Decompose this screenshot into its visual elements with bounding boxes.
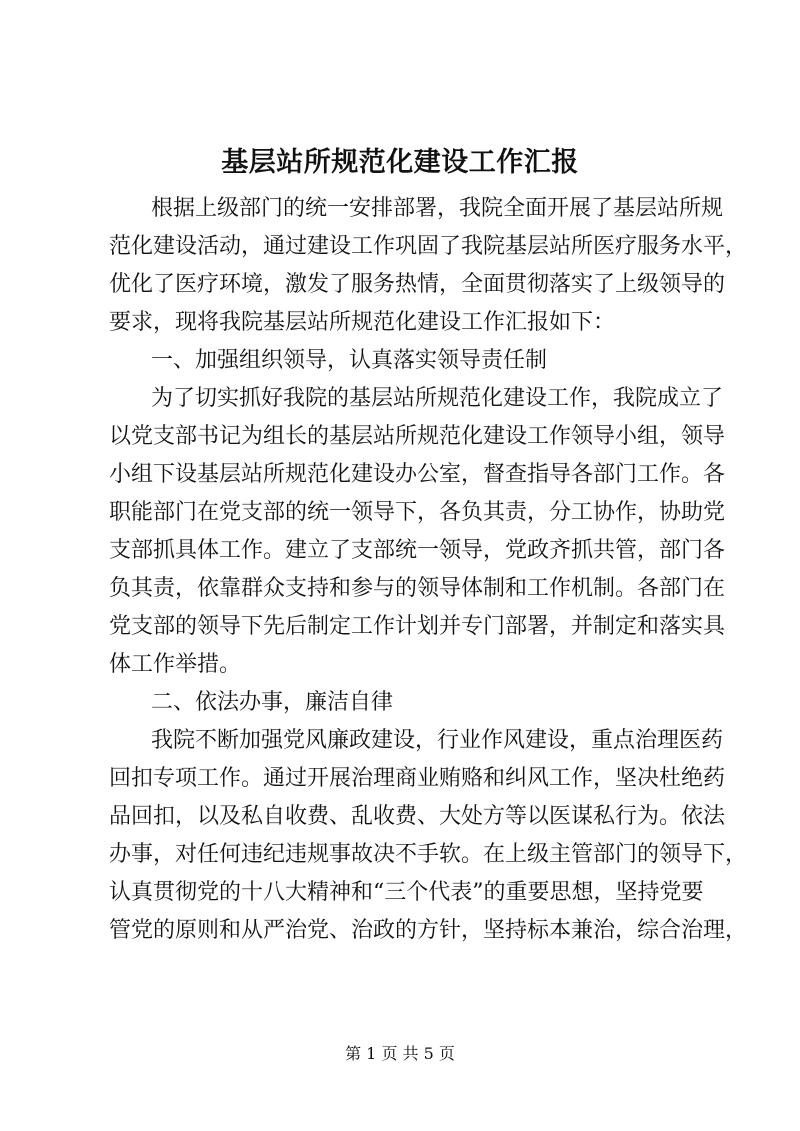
- paragraph-line: 管党的原则和从严治党、治政的方针，坚持标本兼治，综合治理，: [109, 918, 748, 943]
- document-title: 基层站所规范化建设工作汇报: [221, 147, 579, 178]
- paragraph-line: 品回扣，以及私自收费、乱收费、大处方等以医谋私行为。依法: [109, 804, 726, 829]
- paragraph-line: 党支部的领导下先后制定工作计划并专门部署，并制定和落实具: [109, 614, 726, 639]
- page-number-footer: 第 1 页 共 5 页: [345, 1044, 455, 1063]
- paragraph-line: 办事，对任何违纪违规事故决不手软。在上级主管部门的领导下，: [109, 842, 748, 867]
- paragraph-line: 小组下设基层站所规范化建设办公室，督查指导各部门工作。各: [109, 462, 726, 487]
- paragraph-line: 为了切实抓好我院的基层站所规范化建设工作，我院成立了: [151, 386, 724, 411]
- paragraph-line: 以党支部书记为组长的基层站所规范化建设工作领导小组，领导: [109, 424, 726, 449]
- paragraph-line: 支部抓具体工作。建立了支部统一领导，党政齐抓共管，部门各: [109, 538, 726, 563]
- paragraph-line: 要求，现将我院基层站所规范化建设工作汇报如下：: [109, 310, 616, 335]
- section-heading: 一、加强组织领导，认真落实领导责任制: [151, 348, 548, 373]
- paragraph-line: 认真贯彻党的十八大精神和“三个代表”的重要思想，坚持党要: [109, 880, 704, 905]
- paragraph-line: 我院不断加强党风廉政建设，行业作风建设，重点治理医药: [151, 728, 724, 753]
- paragraph-line: 回扣专项工作。通过开展治理商业贿赂和纠风工作，坚决杜绝药: [109, 766, 726, 791]
- paragraph-line: 职能部门在党支部的统一领导下，各负其责，分工协作，协助党: [109, 500, 726, 525]
- paragraph-line: 体工作举措。: [109, 652, 242, 677]
- section-heading: 二、依法办事，廉洁自律: [151, 690, 394, 715]
- paragraph-line: 范化建设活动，通过建设工作巩固了我院基层站所医疗服务水平，: [109, 234, 748, 259]
- paragraph-line: 负其责，依靠群众支持和参与的领导体制和工作机制。各部门在: [109, 576, 726, 601]
- paragraph-line: 根据上级部门的统一安排部署，我院全面开展了基层站所规: [151, 196, 724, 221]
- paragraph-line: 优化了医疗环境，激发了服务热情，全面贯彻落实了上级领导的: [109, 272, 726, 297]
